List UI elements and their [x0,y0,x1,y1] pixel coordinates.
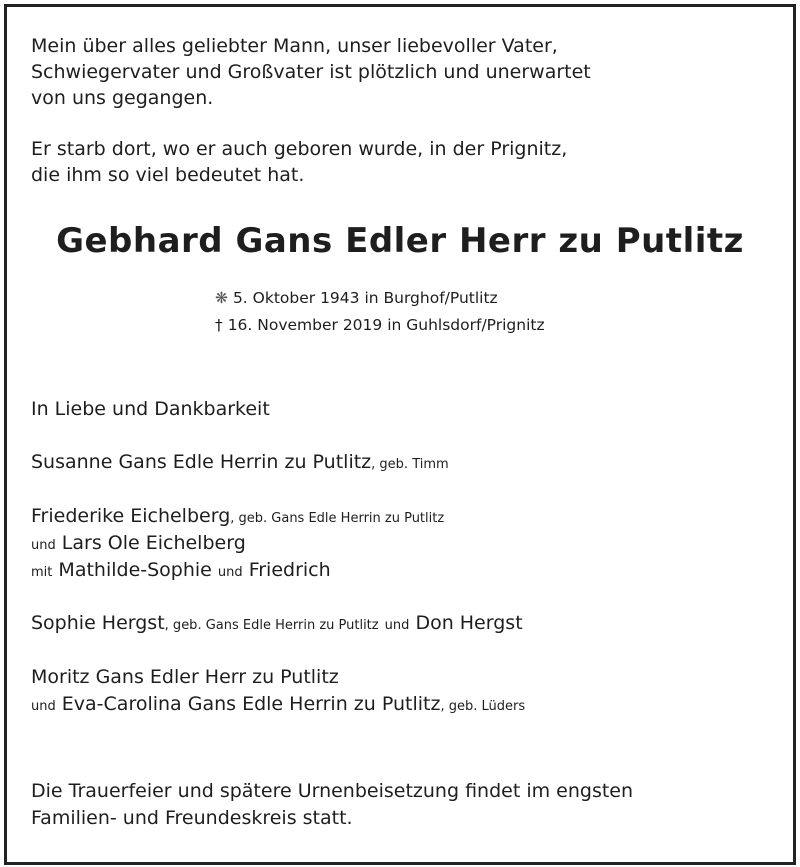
notice-border [4,4,796,865]
mourner-son-in-law-1 [31,530,246,559]
son-in-law1-name: Lars Ole Eichelberg [61,532,246,554]
place-line-2: die ihm so viel bedeutet hat. [31,164,305,186]
place-line-1: Er starb dort, wo er auch geboren wurde, in der Prignitz, [31,138,568,160]
funeral-line-2: Familien- und Freundeskreis statt. [31,807,353,829]
grandchild2-name: Friedrich [248,559,331,581]
death-date: 16. November 2019 in Guhlsdorf/Prignitz [227,316,545,334]
intro-line-3: von uns gegangen. [31,87,214,109]
and-word: und [384,618,410,633]
and-word: und [31,699,56,714]
mourners-heading: In Liebe und Dankbarkeit [31,398,270,420]
and-word: und [31,538,56,553]
mourner-daughter-1 [31,503,444,532]
death-cross-icon: † [215,316,223,334]
mourner-grandchildren [31,557,331,586]
death-line [215,316,545,334]
intro-line-2: Schwiegervater und Großvater ist plötzlich und unerwartet [31,61,591,83]
wife-birthname: , geb. Timm [371,457,449,472]
intro-line-1: Mein über alles geliebter Mann, unser liebevoller Vater, [31,35,558,57]
daughter2-name: Sophie Hergst [31,612,165,634]
daughter-in-law-name: Eva-Carolina Gans Edle Herrin zu Putlitz [61,693,441,715]
grandchild1-name: Mathilde-Sophie [58,559,212,581]
birth-date: 5. Oktober 1943 in Burghof/Putlitz [232,289,498,307]
wife-name: Susanne Gans Edle Herrin zu Putlitz [31,451,372,473]
daughter1-birthname: , geb. Gans Edle Herrin zu Putlitz [230,511,445,526]
funeral-line-1: Die Trauerfeier und spätere Urnenbeisetzung findet im engsten [31,780,634,802]
mourner-son: Moritz Gans Edler Herr zu Putlitz [31,666,339,688]
son-in-law2-name: Don Hergst [415,612,523,634]
daughter2-birthname: , geb. Gans Edle Herrin zu Putlitz [164,618,379,633]
mourner-daughter-in-law [31,691,525,720]
mourner-wife [31,449,449,478]
daughter1-name: Friederike Eichelberg [31,505,231,527]
daughter-in-law-birthname: , geb. Lüders [440,699,526,714]
with-word: mit [31,565,53,580]
and-word: und [217,565,243,580]
deceased-name: Gebhard Gans Edler Herr zu Putlitz [56,221,744,261]
mourner-daughter-2 [31,610,523,639]
birth-star-icon: ❋ [215,289,228,307]
birth-line [215,289,498,307]
